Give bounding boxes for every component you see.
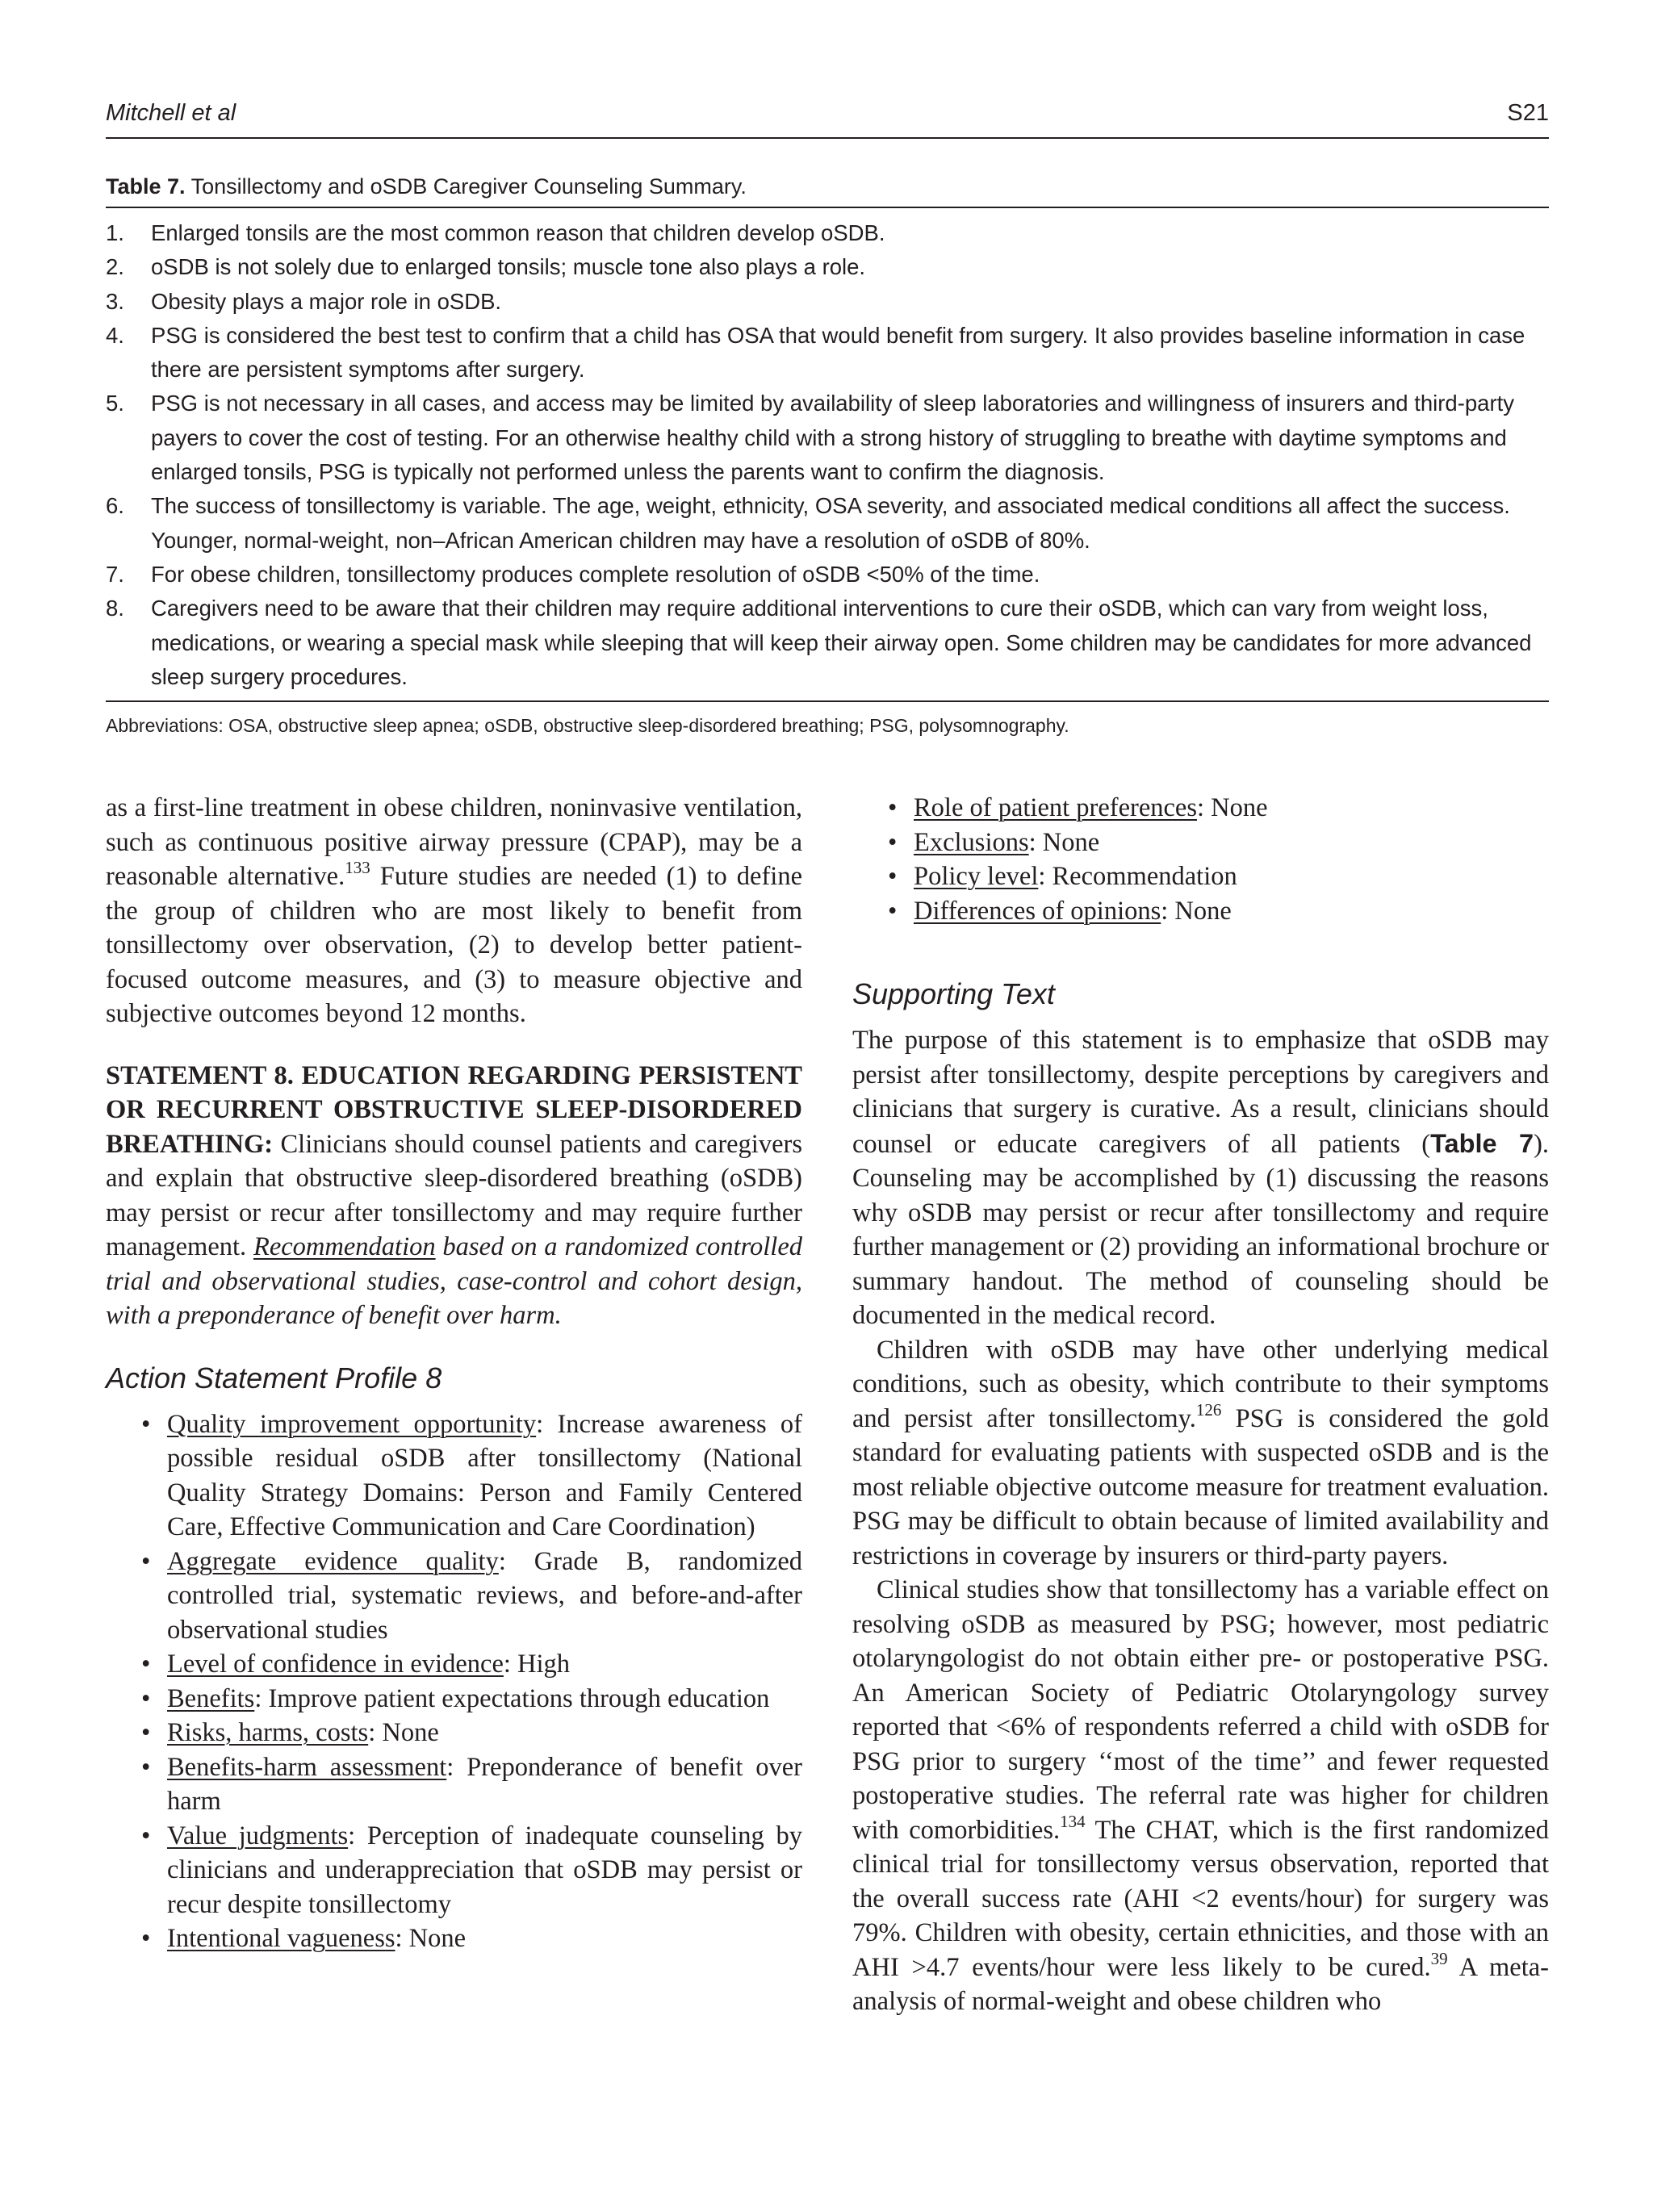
bullet-icon: • <box>888 896 898 926</box>
table-row <box>106 216 1549 250</box>
row-number: 7. <box>106 561 124 587</box>
table-abbreviations: Abbreviations: OSA, obstructive sleep apnea; oSDB, obstructive sleep-disordered breathing; PSG, polysomnography. <box>106 715 1069 737</box>
p1-text-cont: ). Counseling may be accomplished by (1) discussing the reasons why oSDB may persist or recur after tonsillectomy and require further management or (2) providing an informational brochure or summary handout. The method of counseling should be documented in the medical record. <box>852 1129 1550 1330</box>
supporting-paragraph-1 <box>852 1023 1549 1333</box>
statement-grade: Recommendation <box>253 1232 436 1261</box>
bullet-icon: • <box>141 1718 151 1747</box>
intro-text: as a first-line treatment in obese children, noninvasive ventilation, such as continuous positive airway pressure (CPAP), may be a reasonable alternative. <box>106 793 802 891</box>
table-row <box>106 387 1549 489</box>
citation-ref: 133 <box>345 858 370 877</box>
table-row <box>106 285 1549 319</box>
statement-basis: based on a randomized controlled trial and observational studies, case-control and cohort design, with a preponderance of benefit over harm. <box>106 1232 802 1330</box>
row-number: 8. <box>106 596 124 621</box>
supporting-paragraph-3 <box>852 1573 1549 2019</box>
profile-item-label: Intentional vagueness <box>167 1924 395 1953</box>
bullet-icon: • <box>141 1821 151 1850</box>
profile-item-label: Exclusions <box>914 827 1029 857</box>
row-text: oSDB is not solely due to enlarged tonsils; muscle tone also plays a role. <box>151 254 866 280</box>
profile-item-label: Level of confidence in evidence <box>167 1650 504 1679</box>
row-text: Enlarged tonsils are the most common reason that children develop oSDB. <box>151 220 885 245</box>
bullet-icon: • <box>141 1683 151 1713</box>
citation-ref: 39 <box>1430 1948 1448 1968</box>
profile-item-value: : None <box>1197 793 1268 822</box>
statement-heading: STATEMENT 8. EDUCATION REGARDING PERSISTENT OR RECURRENT OBSTRUCTIVE SLEEP-DISORDERED BREATHING: <box>106 1060 802 1159</box>
p2-text: Children with oSDB may have other underlying medical conditions, such as obesity, which contribute to their symptoms and persist after tonsillectomy. <box>852 1335 1549 1433</box>
table-label: Table 7. <box>106 174 186 199</box>
table-bottom-rule <box>106 700 1549 702</box>
row-number: 4. <box>106 322 124 348</box>
profile-item-label: Value judgments <box>167 1821 349 1850</box>
p2-text-cont: PSG is considered the gold standard for evaluating patients with suspected oSDB and is the most reliable objective outcome measure for treatment evaluation. PSG may be difficult to obtain because of limited availability and restrictions in coverage by insurers or third-party payers. <box>852 1403 1549 1570</box>
right-column <box>852 791 1549 2019</box>
profile-item-value: : None <box>1161 896 1232 926</box>
citation-ref: 126 <box>1195 1399 1222 1420</box>
table-row <box>106 319 1549 387</box>
profile-item-value: : Preponderance of benefit over harm <box>167 1752 802 1816</box>
profile-list <box>106 1407 802 1956</box>
profile-item-label: Aggregate evidence quality <box>167 1546 499 1576</box>
intro-paragraph <box>106 791 802 1031</box>
bullet-icon: • <box>141 1752 151 1782</box>
row-number: 6. <box>106 493 124 519</box>
profile-item-label: Differences of opinions <box>914 896 1161 926</box>
table-row <box>106 558 1549 592</box>
profile-item <box>106 1545 802 1648</box>
table-caption <box>106 171 1549 208</box>
profile-item-value: : Perception of inadequate counseling by clinicians and underappreciation that oSDB may persist or recur despite tonsillectomy <box>167 1821 802 1919</box>
profile-heading: Action Statement Profile 8 <box>106 1361 442 1395</box>
p3-text: Clinical studies show that tonsillectomy has a variable effect on resolving oSDB as measured by PSG; however, most pediatric otolaryngologist do not obtain either pre- or postoperative PSG. An American Society of Pediatric Otolaryngology survey reported that <6% of respondents referred a child with oSDB for PSG prior to surgery ‘‘most of the time’’ and fewer requested postoperative studies. The referral rate was higher for children with comorbidities. <box>852 1575 1549 1845</box>
profile-item-label: Quality improvement opportunity <box>167 1409 537 1439</box>
bullet-icon: • <box>141 1924 151 1953</box>
profile-item-label: Benefits-harm assessment <box>167 1752 447 1782</box>
bullet-icon: • <box>888 793 898 822</box>
profile-item <box>852 826 1549 860</box>
profile-item-value: : None <box>1028 827 1100 857</box>
row-text: PSG is not necessary in all cases, and access may be limited by availability of sleep laboratories and willingness of insurers and third-party payers to cover the cost of testing. For an otherwise healthy child with a strong history of struggling to breathe with daytime symptoms and enlarged tonsils, PSG is typically not performed unless the parents want to confirm the diagnosis. <box>151 391 1515 485</box>
supporting-paragraph-2 <box>852 1333 1549 1574</box>
row-text: Obesity plays a major role in oSDB. <box>151 288 502 314</box>
supporting-heading: Supporting Text <box>852 977 1055 1010</box>
bullet-icon: • <box>888 862 898 891</box>
statement-text: Clinicians should counsel patients and caregivers and explain that obstructive sleep-disordered breathing (oSDB) may persist or recur after tonsillectomy and may require further management. <box>106 1129 802 1261</box>
bullet-icon: • <box>141 1546 151 1576</box>
table-title: Tonsillectomy and oSDB Caregiver Counseling Summary. <box>190 174 747 199</box>
row-text: Caregivers need to be aware that their children may require additional interventions to cure their oSDB, which can vary from weight loss, medications, or wearing a special mask while sleeping that will keep their airway open. Some children may be candidates for more advanced sleep surgery procedures. <box>151 596 1532 689</box>
row-number: 2. <box>106 254 124 280</box>
row-number: 1. <box>106 220 124 245</box>
profile-item <box>106 1682 802 1716</box>
profile-item <box>852 894 1549 929</box>
profile-item <box>106 1407 802 1545</box>
profile-item-value: : Recommendation <box>1038 862 1237 891</box>
profile-item <box>106 1716 802 1750</box>
p1-text: The purpose of this statement is to emphasize that oSDB may persist after tonsillectomy, despite perceptions by caregivers and clinicians that surgery is curative. As a result, clinicians should counsel or educate caregivers of all patients ( <box>852 1026 1549 1159</box>
running-head <box>106 100 1549 139</box>
left-column <box>106 791 802 1956</box>
bullet-icon: • <box>141 1409 151 1439</box>
profile-item-value: : None <box>395 1924 467 1953</box>
bullet-icon: • <box>888 827 898 857</box>
page-number: S21 <box>1507 100 1549 126</box>
statement-8 <box>106 1059 802 1333</box>
profile-item-label: Risks, harms, costs <box>167 1718 369 1747</box>
row-number: 5. <box>106 391 124 416</box>
profile-item <box>106 1921 802 1956</box>
table-row <box>106 250 1549 284</box>
profile-item <box>852 791 1549 826</box>
p3-text-end: A meta-analysis of normal-weight and obese children who <box>852 1952 1549 2016</box>
profile-list-cont <box>852 791 1549 928</box>
profile-item-value: : None <box>368 1718 439 1747</box>
profile-item-value: : Grade B, randomized controlled trial, systematic reviews, and before-and-after observational studies <box>167 1546 803 1645</box>
row-text: For obese children, tonsillectomy produces complete resolution of oSDB <50% of the time. <box>151 561 1040 587</box>
row-text: The success of tonsillectomy is variable. The age, weight, ethnicity, OSA severity, and associated medical conditions all affect the success. Younger, normal-weight, non–African American children may have a resolution of oSDB of 80%. <box>151 493 1510 553</box>
intro-text-cont: Future studies are needed (1) to define the group of children who are most likely to benefit from tonsillectomy over observation, (2) to develop better patient-focused outcome measures, and (3) to measure objective and subjective outcomes beyond 12 months. <box>106 862 802 1028</box>
profile-item <box>106 1819 802 1922</box>
profile-item-label: Benefits <box>167 1683 255 1713</box>
bullet-icon: • <box>141 1650 151 1679</box>
table-7 <box>106 171 1549 737</box>
row-number: 3. <box>106 288 124 314</box>
profile-item-label: Policy level <box>914 862 1039 891</box>
table-row <box>106 489 1549 558</box>
profile-item-value: : Improve patient expectations through education <box>254 1683 770 1713</box>
profile-item <box>852 859 1549 894</box>
citation-ref: 134 <box>1060 1811 1086 1831</box>
table-body <box>106 208 1549 694</box>
p3-text-cont: The CHAT, which is the first randomized clinical trial for tonsillectomy versus observation, reported that the overall success rate (AHI <2 events/hour) for surgery was 79%. Children with obesity, certain ethnicities, and those with an AHI >4.7 events/hour were less likely to be cured. <box>852 1815 1550 1982</box>
running-head-authors: Mitchell et al <box>106 100 236 126</box>
table-row <box>106 592 1549 694</box>
row-text: PSG is considered the best test to confirm that a child has OSA that would benefit from surgery. It also provides baseline information in case there are persistent symptoms after surgery. <box>151 322 1525 383</box>
profile-item-value: : High <box>503 1650 571 1679</box>
profile-item-label: Role of patient preferences <box>914 793 1198 822</box>
profile-item-value: : Increase awareness of possible residual oSDB after tonsillectomy (National Quality Strategy Domains: Person and Family Centered Care, Effective Communication and Care Coordination) <box>167 1409 802 1541</box>
table-reference: Table 7 <box>1430 1128 1534 1158</box>
profile-item <box>106 1750 802 1819</box>
profile-item <box>106 1647 802 1682</box>
